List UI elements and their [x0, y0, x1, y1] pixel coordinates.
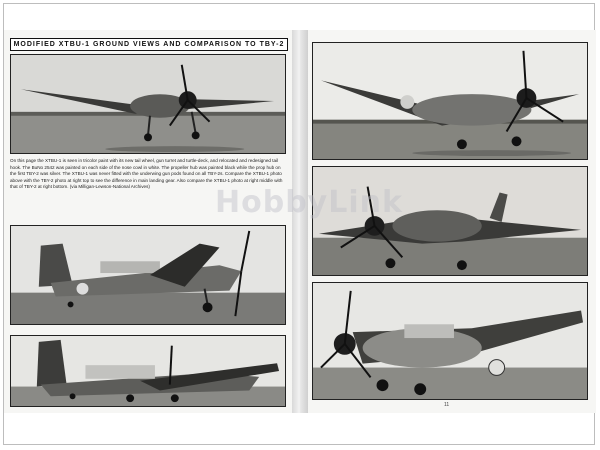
- photo-caption: On this page the XTBU-1 is seen in tricolor paint with its new tail wheel, gun turret and turtle-deck, and relocated and redesigned tail hook. The BuNo 2542 was painted on each side of the nose cowl in white. The propeller hub was painted black while the prop hub on the first TBY-2 was silver. The XTBU-1 was never fitted with the underwing gun pods found on all TBY-2s. Compare the XTBU-1 photo above with the TBY-2 photo at right top to see the difference in main landing gear. Also compare the XTBU-1 photo at right middle with that of TBY-2 at right bottom. (via Milligan-Lewson-National Archives): [10, 158, 283, 190]
- photo-xtbu1-front-view: [10, 54, 286, 154]
- photo-tby2-front-left: [312, 282, 588, 400]
- photo-tby2-front-view: [312, 166, 588, 276]
- left-page: [4, 30, 292, 413]
- book-gutter: [292, 30, 308, 413]
- page-headline: MODIFIED XTBU-1 GROUND VIEWS AND COMPARISON TO TBY-2: [10, 38, 288, 51]
- page-number: 11: [444, 402, 450, 408]
- photo-tby2-front-quarter: [312, 42, 588, 160]
- photo-xtbu1-rear-view: [10, 335, 286, 407]
- right-page: [308, 30, 596, 413]
- watermark: HobbyLink: [215, 185, 403, 220]
- photo-xtbu1-side-view: [10, 225, 286, 325]
